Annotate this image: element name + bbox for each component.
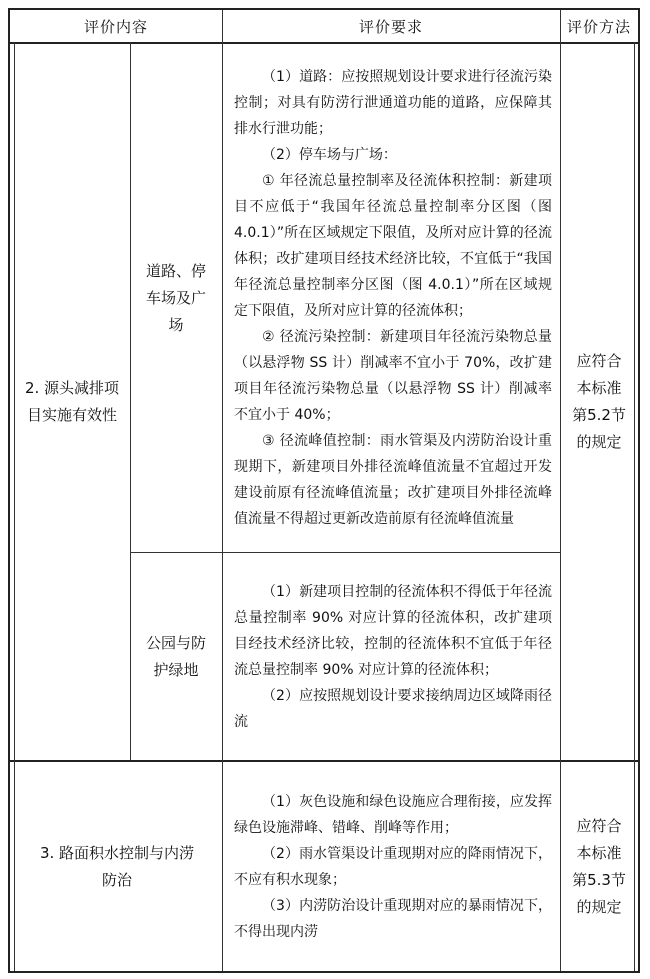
method-source-reduction: 应符合本标准第5.2节的规定 (572, 352, 626, 451)
req-line: （2）雨水管渠设计重现期对应的降雨情况下，不应有积水现象； (234, 845, 552, 888)
req-line: ② 径流污染控制：新建项目年径流污染物总量（以悬浮物 SS 计）削减率不宜小于 70%，改扩建项目年径流污染物总量（以悬浮物 SS 计）削减率不宜小于 40%； (234, 329, 552, 423)
req-line: ③ 径流峰值控制：雨水管渠及内涝防治设计重现期下，新建项目外排径流峰值流量不宜超过开发建设前原有径流峰值流量；改扩建项目外排径流峰值流量不得超过更新改造前原有径流峰值流量 (234, 433, 552, 527)
evaluation-table (8, 8, 640, 973)
header-content: 评价内容 (83, 17, 148, 36)
subcategory-roads-parking: 道路、停车场及广场 (145, 261, 206, 334)
req-line: （3）内涝防治设计重现期对应的暴雨情况下，不得出现内涝 (234, 897, 552, 940)
subcategory-parks-green: 公园与防护绿地 (145, 634, 206, 679)
column-divider (130, 42, 131, 760)
requirement-parks-green (222, 554, 560, 760)
header-requirement: 评价要求 (358, 17, 423, 36)
inner-frame-line (14, 42, 15, 971)
inner-frame-line (634, 42, 635, 971)
subrow-divider (130, 552, 560, 553)
category-source-reduction: 2. 源头减排项目实施有效性 (24, 379, 120, 424)
column-divider (560, 10, 561, 971)
req-line: ① 年径流总量控制率及径流体积控制：新建项目不应低于“我国年径流总量控制率分区图（图 4.0.1）”所在区域规定下限值，及所对应计算的径流体积；改扩建项目经技术经济比较，不宜低于“我国年径流总量控制率分区图（图 4.0.1）”所在区域规定下限值，及所对应计算的径流体积； (234, 173, 552, 319)
req-line: （2）应按照规划设计要求接纳周边区域降雨径流 (234, 688, 552, 730)
req-line: （1）道路：应按照规划设计要求进行径流污染控制；对具有防涝行泄通道功能的道路，应保障其排水行泄功能； (234, 69, 552, 137)
req-line: （1）新建项目控制的径流体积不得低于年径流总量控制率 90% 对应计算的径流体积，改扩建项目经技术经济比较，控制的径流体积不宜低于年径流总量控制率 90% 对应计算的径流体积； (234, 584, 552, 678)
category-waterlogging: 3. 路面积水控制与内涝防治 (39, 843, 195, 889)
method-waterlogging: 应符合本标准第5.3节的规定 (572, 816, 626, 916)
section-divider (10, 760, 638, 762)
req-line: （1）灰色设施和绿色设施应合理衔接，应发挥绿色设施滞峰、错峰、削峰等作用； (234, 793, 552, 836)
header-divider (10, 42, 638, 44)
header-method: 评价方法 (566, 17, 631, 36)
requirement-roads-parking (222, 44, 560, 552)
column-divider (222, 10, 223, 971)
requirement-waterlogging (222, 762, 560, 971)
req-line: （2）停车场与广场： (262, 147, 397, 163)
